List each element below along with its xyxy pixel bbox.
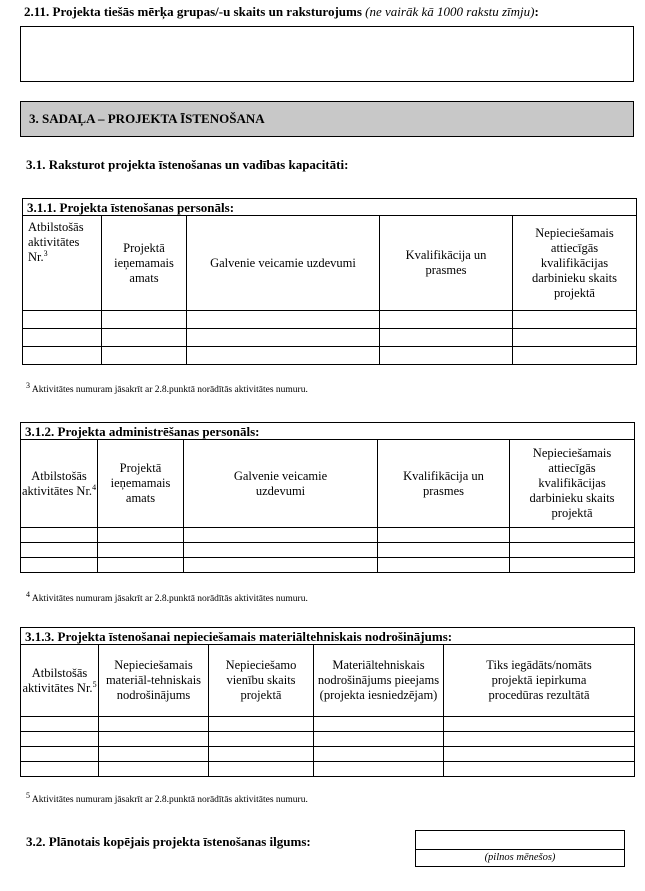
footnote-text: Aktivitātes numuram jāsakrīt ar 2.8.punktā norādītās aktivitātes numuru. (31, 795, 308, 805)
table-cell[interactable] (21, 717, 99, 732)
section-3-header (20, 101, 634, 137)
question-2-11-label: 2.11. Projekta tiešās mērķa grupas/-u skaits un raksturojums (24, 4, 362, 19)
column-header-activity (23, 216, 102, 311)
table-cell[interactable] (510, 528, 635, 543)
column-header-activity (21, 645, 99, 717)
question-3-1-title (26, 157, 348, 173)
table-cell[interactable] (378, 543, 510, 558)
table-cell[interactable] (99, 732, 209, 747)
table-cell[interactable] (187, 329, 380, 347)
duration-unit-text: (pilnos mēnešos) (484, 852, 556, 863)
table-cell[interactable] (510, 543, 635, 558)
column-header-activity (21, 440, 98, 528)
table-cell[interactable] (513, 347, 637, 365)
table-cell[interactable] (21, 762, 99, 777)
question-3-1-label: 3.1. Raksturot projekta īstenošanas un vadības kapacitāti: (26, 157, 349, 172)
table-administration-staff (20, 422, 635, 573)
footnote-5 (26, 790, 308, 805)
table-cell[interactable] (23, 347, 102, 365)
table-row (21, 528, 635, 543)
question-3-2-label: 3.2. Plānotais kopējais projekta īstenošanas ilgums: (26, 834, 311, 849)
table-cell[interactable] (513, 311, 637, 329)
footnote-text: Aktivitātes numuram jāsakrīt ar 2.8.punktā norādītās aktivitātes numuru. (31, 594, 308, 604)
table-cell[interactable] (314, 747, 444, 762)
question-2-11-title (24, 4, 539, 20)
footnote-ref: 3 (43, 248, 48, 258)
table-cell[interactable] (187, 311, 380, 329)
table-cell[interactable] (209, 762, 314, 777)
table-cell[interactable] (444, 747, 635, 762)
footnote-3 (26, 380, 308, 395)
column-header-staff-count: Nepieciešamais attiecīgās kvalifikācijas darbinieku skaits projektā (513, 216, 637, 311)
table-cell[interactable] (184, 543, 378, 558)
table-cell[interactable] (102, 311, 187, 329)
column-header-text: Atbilstošās aktivitātes Nr. (28, 220, 84, 264)
table-caption: 3.1.1. Projekta īstenošanas personāls: (23, 199, 637, 216)
table-row (21, 717, 635, 732)
table-cell[interactable] (187, 347, 380, 365)
table-cell[interactable] (378, 528, 510, 543)
footnote-4 (26, 589, 308, 604)
table-cell[interactable] (378, 558, 510, 573)
column-header-procured: Tiks iegādāts/nomāts projektā iepirkuma procedūras rezultātā (444, 645, 635, 717)
column-header-qualification: Kvalifikācija un prasmes (378, 440, 510, 528)
column-header-position: Projektā ieņemamais amats (102, 216, 187, 311)
table-cell[interactable] (98, 558, 184, 573)
table-cell[interactable] (314, 732, 444, 747)
question-3-2-title (26, 834, 311, 850)
table-cell[interactable] (102, 347, 187, 365)
table-cell[interactable] (184, 558, 378, 573)
table-cell[interactable] (23, 329, 102, 347)
table-implementation-staff (22, 198, 637, 365)
table-cell[interactable] (98, 543, 184, 558)
table-cell[interactable] (314, 717, 444, 732)
table-material-technical (20, 627, 635, 777)
table-cell[interactable] (99, 717, 209, 732)
footnote-number: 3 (26, 380, 30, 390)
column-header-tasks: Galvenie veicamie uzdevumi (184, 440, 378, 528)
table-cell[interactable] (21, 543, 98, 558)
table-cell[interactable] (102, 329, 187, 347)
table-cell[interactable] (380, 329, 513, 347)
table-cell[interactable] (513, 329, 637, 347)
footnote-number: 4 (26, 589, 30, 599)
table-cell[interactable] (21, 732, 99, 747)
table-cell[interactable] (21, 558, 98, 573)
table-cell[interactable] (23, 311, 102, 329)
table-cell[interactable] (98, 528, 184, 543)
table-row (23, 311, 637, 329)
table-row (23, 347, 637, 365)
table-row (23, 329, 637, 347)
footnote-text: Aktivitātes numuram jāsakrīt ar 2.8.punktā norādītās aktivitātes numuru. (31, 385, 308, 395)
table-cell[interactable] (209, 717, 314, 732)
question-2-11-colon: : (534, 4, 539, 19)
table-row (21, 543, 635, 558)
table-caption: 3.1.2. Projekta administrēšanas personāls: (21, 423, 635, 440)
table-cell[interactable] (99, 747, 209, 762)
table-cell[interactable] (444, 732, 635, 747)
table-cell[interactable] (444, 717, 635, 732)
table-cell[interactable] (21, 747, 99, 762)
column-header-text: Atbilstošās aktivitātes Nr. (22, 665, 93, 695)
duration-unit-label (415, 849, 625, 867)
table-cell[interactable] (184, 528, 378, 543)
question-2-11-note: (ne vairāk kā 1000 rakstu zīmju) (365, 4, 535, 19)
section-3-title: 3. SADAĻA – PROJEKTA ĪSTENOŠANA (29, 111, 265, 126)
table-cell[interactable] (380, 347, 513, 365)
table-row (21, 747, 635, 762)
column-header-qualification: Kvalifikācija un prasmes (380, 216, 513, 311)
table-cell[interactable] (380, 311, 513, 329)
table-row (21, 732, 635, 747)
table-cell[interactable] (314, 762, 444, 777)
table-row (21, 558, 635, 573)
column-header-tasks: Galvenie veicamie uzdevumi (187, 216, 380, 311)
footnote-ref: 4 (92, 482, 97, 492)
table-cell[interactable] (21, 528, 98, 543)
column-header-staff-count: Nepieciešamais attiecīgās kvalifikācijas darbinieku skaits projektā (510, 440, 635, 528)
table-cell[interactable] (209, 732, 314, 747)
footnote-number: 5 (26, 790, 30, 800)
table-cell[interactable] (444, 762, 635, 777)
column-header-available: Materiāltehniskais nodrošinājums pieejams (projekta iesniedzējam) (314, 645, 444, 717)
column-header-material-needed: Nepieciešamais materiāl-tehniskais nodrošinājums (99, 645, 209, 717)
column-header-position: Projektā ieņemamais amats (98, 440, 184, 528)
table-row (21, 762, 635, 777)
column-header-unit-count: Nepieciešamo vienību skaits projektā (209, 645, 314, 717)
column-header-text: Atbilstošās aktivitātes Nr. (21, 468, 93, 498)
table-cell[interactable] (510, 558, 635, 573)
table-caption: 3.1.3. Projekta īstenošanai nepieciešamais materiāltehniskais nodrošinājums: (21, 628, 635, 645)
duration-input[interactable] (415, 830, 625, 850)
target-group-textarea[interactable] (20, 26, 634, 82)
table-cell[interactable] (209, 747, 314, 762)
table-cell[interactable] (99, 762, 209, 777)
footnote-ref: 5 (92, 679, 97, 689)
